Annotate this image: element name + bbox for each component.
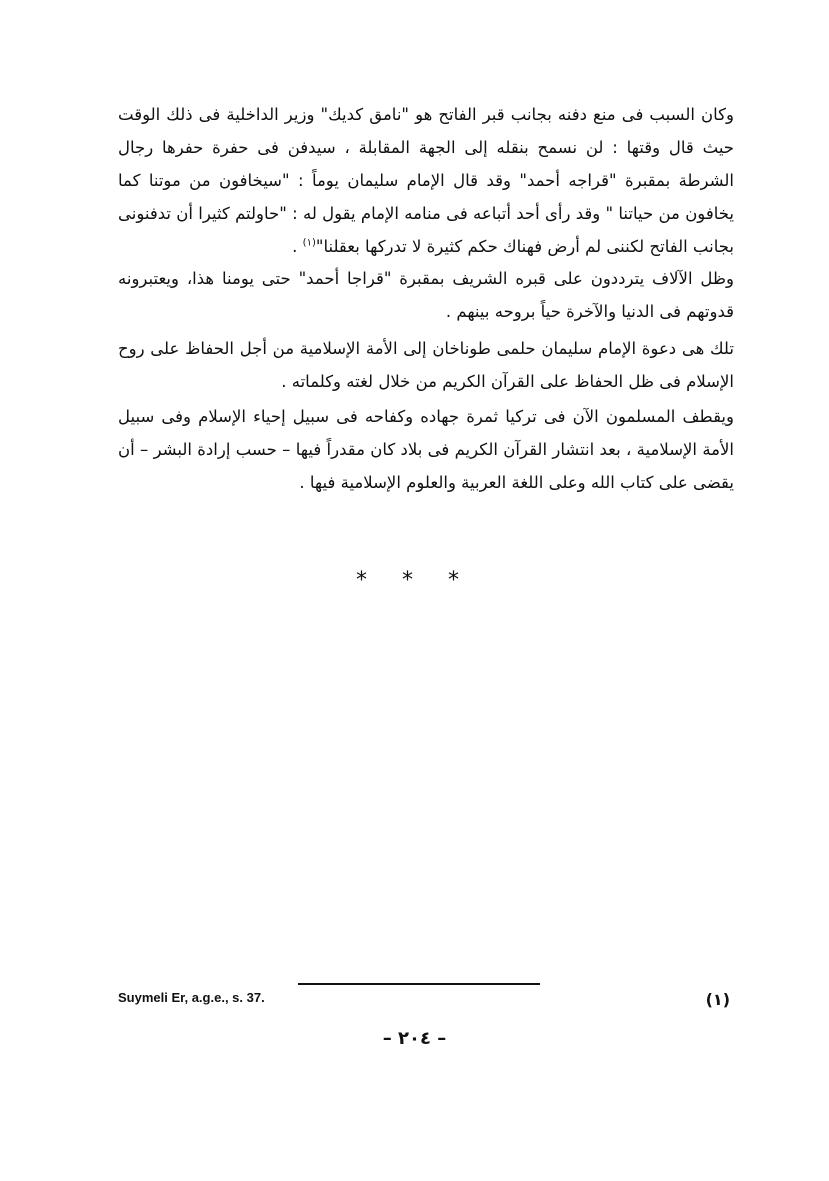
paragraph-2 bbox=[118, 262, 734, 328]
footnote-marker: (١) bbox=[705, 990, 730, 1009]
footnote-divider bbox=[298, 983, 540, 985]
paragraph-1 bbox=[118, 98, 734, 263]
section-separator: * * * bbox=[356, 568, 473, 593]
footnote-reference: (١) bbox=[302, 237, 316, 249]
footnote bbox=[118, 990, 734, 1014]
paragraph-4 bbox=[118, 400, 734, 499]
footnote-citation: Suymeli Er, a.g.e., s. 37. bbox=[118, 990, 265, 1005]
page-number: – ٢٠٤ – bbox=[382, 1028, 447, 1049]
paragraph-1-end: . bbox=[292, 237, 303, 256]
paragraph-1-body: وكان السبب فى منع دفنه بجانب قبر الفاتح هو "نامق كديك" وزير الداخلية فى ذلك الوقت حيث قال وقتها : لن نسمح بنقله إلى الجهة المقابلة ، سيدفن فى حفرة حفرها رجال الشرطة بمقبرة "قراجه أحمد" وقد قال الإمام سليمان يوماً : "سيخافون من موتنا كما يخافون من حياتنا " وقد رأى أحد أتباعه فى منامه الإمام يقول له : "حاولتم كثيرا أن تدفنونى بجانب الفاتح لكننى لم أرض فهناك حكم كثيرة لا تدركها بعقلنا" bbox=[118, 105, 734, 256]
paragraph-3-text: تلك هى دعوة الإمام سليمان حلمى طوناخان إلى الأمة الإسلامية من أجل الحفاظ على روح الإسلام فى ظل الحفاظ على القرآن الكريم من خلال لغته وكلماته . bbox=[118, 339, 734, 391]
paragraph-4-text: ويقطف المسلمون الآن فى تركيا ثمرة جهاده وكفاحه فى سبيل إحياء الإسلام وفى سبيل الأمة الإسلامية ، بعد انتشار القرآن الكريم فى بلاد كان مقدراً فيها – حسب إرادة البشر – أن يقضى على كتاب الله وعلى اللغة العربية والعلوم الإسلامية فيها . bbox=[118, 407, 734, 492]
paragraph-3 bbox=[118, 332, 734, 398]
paragraph-1-text bbox=[118, 98, 734, 263]
paragraph-2-text: وظل الآلاف يترددون على قبره الشريف بمقبرة "قراجا أحمد" حتى يومنا هذا، ويعتبرونه قدوتهم فى الدنيا والآخرة حياً بروحه بينهم . bbox=[118, 269, 734, 321]
